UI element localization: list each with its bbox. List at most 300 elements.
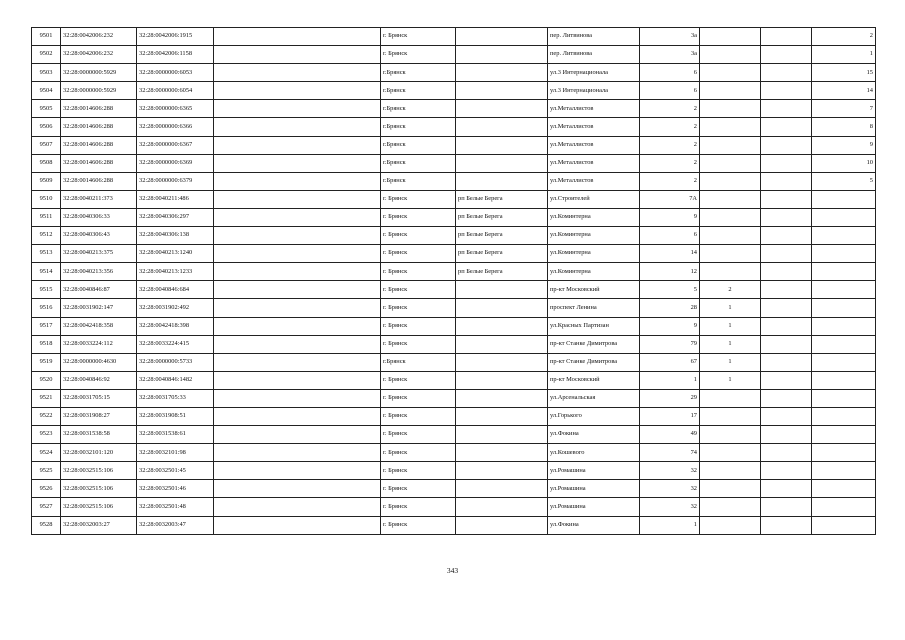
cell-count (700, 516, 761, 534)
table-row (32, 389, 876, 407)
cell-empty (214, 245, 381, 263)
cell-city: г. Брянск (381, 516, 456, 534)
cell-apartment-number: 1 (812, 46, 876, 64)
cell-parcel-cadastral-number: 32:28:0032515:106 (61, 480, 137, 498)
cell-object-cadastral-number: 32:28:0040211:486 (137, 190, 214, 208)
cell-empty (761, 227, 812, 245)
cell-city: г. Брянск (381, 335, 456, 353)
cell-street: ул.Металлистов (548, 136, 640, 154)
table-row (32, 208, 876, 226)
cell-parcel-cadastral-number: 32:28:0014606:288 (61, 136, 137, 154)
cell-empty (214, 172, 381, 190)
cell-city: г. Брянск (381, 480, 456, 498)
cell-record-number: 9510 (32, 190, 61, 208)
cell-house-number: 6 (640, 227, 700, 245)
cell-object-cadastral-number: 32:28:0032003:47 (137, 516, 214, 534)
table-row (32, 426, 876, 444)
table-row (32, 154, 876, 172)
cell-apartment-number (812, 263, 876, 281)
cell-parcel-cadastral-number: 32:28:0014606:288 (61, 118, 137, 136)
cell-city: г. Брянск (381, 28, 456, 46)
table-row (32, 462, 876, 480)
cell-street: ул.Коминтерна (548, 227, 640, 245)
cell-record-number: 9527 (32, 498, 61, 516)
table-row (32, 227, 876, 245)
cell-house-number: 3а (640, 28, 700, 46)
cell-apartment-number: 15 (812, 64, 876, 82)
cell-record-number: 9513 (32, 245, 61, 263)
cell-settlement (456, 371, 548, 389)
cell-empty (761, 462, 812, 480)
cell-house-number: 2 (640, 136, 700, 154)
cell-record-number: 9501 (32, 28, 61, 46)
cell-empty (761, 64, 812, 82)
cell-object-cadastral-number: 32:28:0032501:48 (137, 498, 214, 516)
cell-house-number: 7А (640, 190, 700, 208)
cell-street: ул.Фокина (548, 426, 640, 444)
cell-record-number: 9512 (32, 227, 61, 245)
cell-parcel-cadastral-number: 32:28:0000000:5929 (61, 64, 137, 82)
cell-empty (214, 444, 381, 462)
cell-apartment-number (812, 227, 876, 245)
cell-apartment-number: 2 (812, 28, 876, 46)
cell-apartment-number (812, 389, 876, 407)
cell-settlement (456, 136, 548, 154)
cell-city: г. Брянск (381, 462, 456, 480)
cell-record-number: 9522 (32, 407, 61, 425)
cell-object-cadastral-number: 32:28:0000000:6365 (137, 100, 214, 118)
cell-settlement (456, 118, 548, 136)
cell-object-cadastral-number: 32:28:0000000:6053 (137, 64, 214, 82)
cell-empty (214, 208, 381, 226)
cell-empty (214, 353, 381, 371)
cell-parcel-cadastral-number: 32:28:0014606:288 (61, 154, 137, 172)
cell-settlement: рп Белые Берега (456, 263, 548, 281)
cell-apartment-number: 7 (812, 100, 876, 118)
cell-city: г.Брянск (381, 154, 456, 172)
cell-empty (214, 136, 381, 154)
cell-object-cadastral-number: 32:28:0032501:46 (137, 480, 214, 498)
cell-object-cadastral-number: 32:28:0000000:6369 (137, 154, 214, 172)
cell-apartment-number (812, 190, 876, 208)
cell-parcel-cadastral-number: 32:28:0040306:33 (61, 208, 137, 226)
page-number: 343 (446, 566, 459, 575)
cell-empty (214, 263, 381, 281)
cell-empty (761, 371, 812, 389)
cell-empty (214, 335, 381, 353)
cell-street: ул.Коминтерна (548, 208, 640, 226)
table-row (32, 263, 876, 281)
cell-parcel-cadastral-number: 32:28:0032515:106 (61, 498, 137, 516)
cell-house-number: 49 (640, 426, 700, 444)
cell-parcel-cadastral-number: 32:28:0031538:58 (61, 426, 137, 444)
cell-object-cadastral-number: 32:28:0000000:6379 (137, 172, 214, 190)
cell-house-number: 17 (640, 407, 700, 425)
cell-settlement (456, 172, 548, 190)
cell-count (700, 136, 761, 154)
cell-settlement (456, 46, 548, 64)
cell-city: г. Брянск (381, 426, 456, 444)
cell-parcel-cadastral-number: 32:28:0014606:288 (61, 172, 137, 190)
cell-house-number: 2 (640, 172, 700, 190)
cell-settlement (456, 480, 548, 498)
table-row (32, 118, 876, 136)
cell-city: г. Брянск (381, 444, 456, 462)
cell-record-number: 9507 (32, 136, 61, 154)
cell-house-number: 2 (640, 154, 700, 172)
cell-count (700, 154, 761, 172)
cell-empty (214, 118, 381, 136)
table-row (32, 136, 876, 154)
cell-parcel-cadastral-number: 32:28:0042006:232 (61, 28, 137, 46)
cell-settlement (456, 516, 548, 534)
cell-record-number: 9504 (32, 82, 61, 100)
table-row (32, 353, 876, 371)
cell-house-number: 79 (640, 335, 700, 353)
cell-settlement (456, 444, 548, 462)
cell-apartment-number: 10 (812, 154, 876, 172)
cell-record-number: 9528 (32, 516, 61, 534)
cell-settlement: рп Белые Берега (456, 208, 548, 226)
cell-object-cadastral-number: 32:28:0033224:415 (137, 335, 214, 353)
cell-apartment-number: 8 (812, 118, 876, 136)
cell-record-number: 9523 (32, 426, 61, 444)
cell-count (700, 227, 761, 245)
table-row (32, 28, 876, 46)
cell-count (700, 389, 761, 407)
cell-empty (214, 407, 381, 425)
table-row (32, 245, 876, 263)
cell-object-cadastral-number: 32:28:0031902:492 (137, 299, 214, 317)
cell-count (700, 208, 761, 226)
cell-empty (214, 371, 381, 389)
cell-parcel-cadastral-number: 32:28:0032101:120 (61, 444, 137, 462)
cell-settlement (456, 28, 548, 46)
cell-record-number: 9519 (32, 353, 61, 371)
cell-street: ул.Арсенальская (548, 389, 640, 407)
cell-house-number: 6 (640, 64, 700, 82)
cell-city: г. Брянск (381, 245, 456, 263)
cell-street: ул.Ромашина (548, 480, 640, 498)
cell-city: г. Брянск (381, 190, 456, 208)
cell-object-cadastral-number: 32:28:0031908:51 (137, 407, 214, 425)
cell-parcel-cadastral-number: 32:28:0032515:106 (61, 462, 137, 480)
cell-apartment-number (812, 353, 876, 371)
cell-apartment-number (812, 516, 876, 534)
cell-settlement (456, 281, 548, 299)
cell-apartment-number (812, 371, 876, 389)
cell-count (700, 172, 761, 190)
table-row (32, 64, 876, 82)
cell-record-number: 9508 (32, 154, 61, 172)
cell-apartment-number (812, 281, 876, 299)
table-row (32, 516, 876, 534)
cell-settlement (456, 154, 548, 172)
cell-record-number: 9520 (32, 371, 61, 389)
cell-city: г. Брянск (381, 46, 456, 64)
cell-street: пер. Литвинова (548, 28, 640, 46)
cell-city: г.Брянск (381, 82, 456, 100)
table-row (32, 317, 876, 335)
cell-house-number: 6 (640, 82, 700, 100)
cell-street: ул.Ромашина (548, 498, 640, 516)
cell-city: г.Брянск (381, 172, 456, 190)
cell-record-number: 9517 (32, 317, 61, 335)
cell-empty (214, 28, 381, 46)
cell-empty (761, 335, 812, 353)
cell-settlement (456, 353, 548, 371)
cell-object-cadastral-number: 32:28:0032501:45 (137, 462, 214, 480)
cell-street: пр-кт Московский (548, 371, 640, 389)
table-row (32, 444, 876, 462)
cell-apartment-number (812, 317, 876, 335)
cell-apartment-number (812, 335, 876, 353)
cell-house-number: 3а (640, 46, 700, 64)
cell-empty (761, 407, 812, 425)
cell-house-number: 1 (640, 371, 700, 389)
cell-record-number: 9514 (32, 263, 61, 281)
cell-apartment-number: 5 (812, 172, 876, 190)
cell-city: г.Брянск (381, 64, 456, 82)
cell-city: г. Брянск (381, 227, 456, 245)
cell-empty (214, 100, 381, 118)
cell-empty (761, 281, 812, 299)
cell-parcel-cadastral-number: 32:28:0040306:43 (61, 227, 137, 245)
cell-object-cadastral-number: 32:28:0040213:1233 (137, 263, 214, 281)
cell-city: г. Брянск (381, 317, 456, 335)
cell-count (700, 407, 761, 425)
cell-object-cadastral-number: 32:28:0000000:5733 (137, 353, 214, 371)
cell-empty (761, 136, 812, 154)
cell-object-cadastral-number: 32:28:0000000:6366 (137, 118, 214, 136)
cell-object-cadastral-number: 32:28:0042418:398 (137, 317, 214, 335)
cell-house-number: 5 (640, 281, 700, 299)
cell-count (700, 64, 761, 82)
cell-empty (761, 389, 812, 407)
cell-empty (214, 389, 381, 407)
table-row (32, 172, 876, 190)
cell-city: г.Брянск (381, 136, 456, 154)
cell-count (700, 480, 761, 498)
cell-city: г. Брянск (381, 371, 456, 389)
cell-object-cadastral-number: 32:28:0042006:1915 (137, 28, 214, 46)
cell-empty (214, 426, 381, 444)
cell-count (700, 82, 761, 100)
cell-parcel-cadastral-number: 32:28:0031902:147 (61, 299, 137, 317)
cell-parcel-cadastral-number: 32:28:0040846:92 (61, 371, 137, 389)
cell-apartment-number: 14 (812, 82, 876, 100)
cell-record-number: 9518 (32, 335, 61, 353)
table-row (32, 407, 876, 425)
cell-object-cadastral-number: 32:28:0031538:61 (137, 426, 214, 444)
table-row (32, 100, 876, 118)
cell-record-number: 9525 (32, 462, 61, 480)
cell-empty (761, 82, 812, 100)
cell-empty (761, 28, 812, 46)
address-table (31, 27, 876, 535)
cell-apartment-number (812, 407, 876, 425)
cell-settlement (456, 498, 548, 516)
cell-street: ул.Металлистов (548, 172, 640, 190)
cell-house-number: 14 (640, 245, 700, 263)
cell-parcel-cadastral-number: 32:28:0031908:27 (61, 407, 137, 425)
cell-count (700, 46, 761, 64)
cell-record-number: 9511 (32, 208, 61, 226)
cell-apartment-number (812, 426, 876, 444)
cell-street: ул.Красных Партизан (548, 317, 640, 335)
cell-street: пр-кт Станке Димитрова (548, 335, 640, 353)
cell-settlement (456, 317, 548, 335)
cell-count (700, 263, 761, 281)
cell-house-number: 32 (640, 462, 700, 480)
cell-parcel-cadastral-number: 32:28:0032003:27 (61, 516, 137, 534)
cell-city: г. Брянск (381, 498, 456, 516)
cell-parcel-cadastral-number: 32:28:0033224:112 (61, 335, 137, 353)
cell-record-number: 9526 (32, 480, 61, 498)
cell-count: 1 (700, 299, 761, 317)
cell-apartment-number (812, 480, 876, 498)
table-row (32, 190, 876, 208)
cell-empty (214, 190, 381, 208)
cell-count: 1 (700, 353, 761, 371)
cell-settlement (456, 335, 548, 353)
cell-count: 1 (700, 335, 761, 353)
cell-empty (761, 498, 812, 516)
cell-settlement (456, 462, 548, 480)
cell-street: ул.Металлистов (548, 154, 640, 172)
cell-record-number: 9509 (32, 172, 61, 190)
cell-house-number: 9 (640, 208, 700, 226)
cell-empty (761, 172, 812, 190)
cell-record-number: 9506 (32, 118, 61, 136)
cell-apartment-number (812, 498, 876, 516)
cell-apartment-number (812, 462, 876, 480)
cell-street: пр-кт Станке Димитрова (548, 353, 640, 371)
cell-settlement (456, 100, 548, 118)
cell-record-number: 9505 (32, 100, 61, 118)
cell-parcel-cadastral-number: 32:28:0014606:288 (61, 100, 137, 118)
cell-empty (214, 462, 381, 480)
cell-house-number: 2 (640, 118, 700, 136)
cell-street: ул.Металлистов (548, 100, 640, 118)
cell-settlement (456, 426, 548, 444)
cell-street: ул.3 Интернационала (548, 82, 640, 100)
table-row (32, 480, 876, 498)
cell-count (700, 462, 761, 480)
cell-count (700, 190, 761, 208)
cell-empty (761, 480, 812, 498)
cell-settlement: рп Белые Берега (456, 227, 548, 245)
cell-street: ул.Металлистов (548, 118, 640, 136)
cell-city: г. Брянск (381, 263, 456, 281)
cell-parcel-cadastral-number: 32:28:0042006:232 (61, 46, 137, 64)
cell-apartment-number (812, 208, 876, 226)
cell-count: 1 (700, 317, 761, 335)
cell-count: 2 (700, 281, 761, 299)
cell-street: ул.Коминтерна (548, 263, 640, 281)
table-row (32, 498, 876, 516)
cell-city: г. Брянск (381, 208, 456, 226)
cell-object-cadastral-number: 32:28:0040213:1240 (137, 245, 214, 263)
cell-settlement (456, 82, 548, 100)
table-row (32, 281, 876, 299)
cell-settlement (456, 64, 548, 82)
cell-empty (761, 317, 812, 335)
cell-city: г. Брянск (381, 281, 456, 299)
cell-object-cadastral-number: 32:28:0000000:6367 (137, 136, 214, 154)
cell-record-number: 9515 (32, 281, 61, 299)
cell-city: г. Брянск (381, 407, 456, 425)
cell-house-number: 74 (640, 444, 700, 462)
cell-street: ул.Коминтерна (548, 245, 640, 263)
cell-settlement: рп Белые Берега (456, 190, 548, 208)
cell-count (700, 498, 761, 516)
cell-city: г. Брянск (381, 299, 456, 317)
cell-empty (761, 100, 812, 118)
cell-parcel-cadastral-number: 32:28:0040846:87 (61, 281, 137, 299)
cell-count (700, 426, 761, 444)
cell-settlement (456, 407, 548, 425)
cell-empty (214, 281, 381, 299)
cell-record-number: 9524 (32, 444, 61, 462)
cell-street: ул.Кошевого (548, 444, 640, 462)
cell-empty (214, 64, 381, 82)
cell-count (700, 28, 761, 46)
cell-house-number: 67 (640, 353, 700, 371)
cell-city: г.Брянск (381, 353, 456, 371)
cell-street: ул.Строителей (548, 190, 640, 208)
cell-parcel-cadastral-number: 32:28:0042418:358 (61, 317, 137, 335)
cell-empty (761, 299, 812, 317)
cell-record-number: 9516 (32, 299, 61, 317)
cell-house-number: 12 (640, 263, 700, 281)
cell-empty (761, 118, 812, 136)
cell-parcel-cadastral-number: 32:28:0000000:5929 (61, 82, 137, 100)
cell-empty (214, 299, 381, 317)
cell-house-number: 9 (640, 317, 700, 335)
cell-apartment-number (812, 245, 876, 263)
table-row (32, 335, 876, 353)
cell-empty (761, 46, 812, 64)
cell-parcel-cadastral-number: 32:28:0000000:4630 (61, 353, 137, 371)
cell-house-number: 32 (640, 480, 700, 498)
cell-empty (214, 227, 381, 245)
cell-object-cadastral-number: 32:28:0031705:33 (137, 389, 214, 407)
cell-object-cadastral-number: 32:28:0042006:1158 (137, 46, 214, 64)
cell-empty (214, 46, 381, 64)
cell-empty (761, 208, 812, 226)
cell-object-cadastral-number: 32:28:0040846:684 (137, 281, 214, 299)
cell-empty (761, 154, 812, 172)
cell-house-number: 29 (640, 389, 700, 407)
cell-object-cadastral-number: 32:28:0032101:98 (137, 444, 214, 462)
cell-street: ул.3 Интернационала (548, 64, 640, 82)
cell-empty (214, 317, 381, 335)
cell-empty (214, 498, 381, 516)
cell-object-cadastral-number: 32:28:0000000:6054 (137, 82, 214, 100)
cell-street: ул.Ромашина (548, 462, 640, 480)
cell-city: г.Брянск (381, 118, 456, 136)
cell-record-number: 9521 (32, 389, 61, 407)
cell-street: ул.Горького (548, 407, 640, 425)
cell-empty (761, 426, 812, 444)
cell-empty (761, 353, 812, 371)
cell-object-cadastral-number: 32:28:0040306:138 (137, 227, 214, 245)
cell-empty (214, 516, 381, 534)
cell-house-number: 32 (640, 498, 700, 516)
cell-count (700, 100, 761, 118)
cell-settlement (456, 299, 548, 317)
